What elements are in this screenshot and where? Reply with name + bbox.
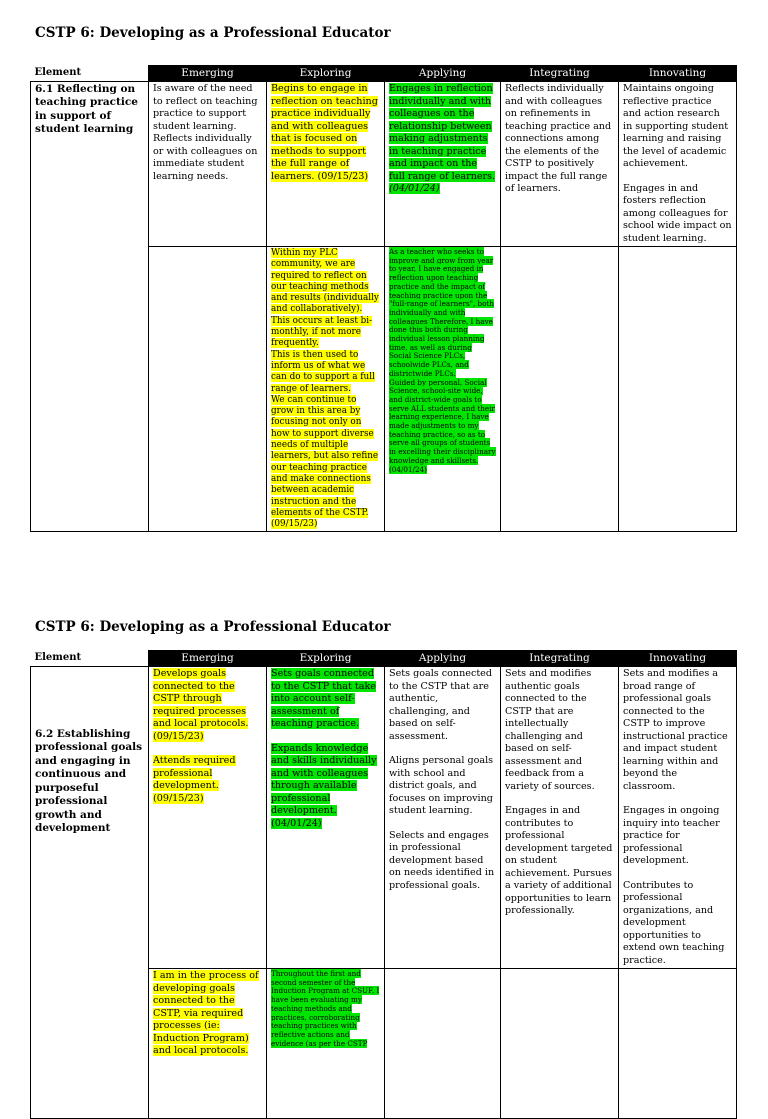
cstp-table-6-2 — [30, 650, 737, 1119]
cell-integrating: Sets and modifies authentic goals connected to the CSTP that are intellectually challenging and based on self-assessment and feedback from a variety of sources. Engages in and contributes to professional development targeted on student achievement. Pursues a variety of additional opportunities to learn professionally. — [501, 667, 619, 969]
descriptor-row — [31, 667, 737, 969]
header-emerging: Emerging — [149, 66, 267, 82]
page-title: CSTP 6: Developing as a Professional Educator — [35, 25, 391, 41]
cell-emerging: Is aware of the need to reflect on teaching practice to support student learning. Reflects individually or with colleagues on immediate student learning needs. — [149, 82, 267, 247]
cell-innovating: Maintains ongoing reflective practice and action research in supporting student learning and raising the level of academic achievement. Engages in and fosters reflection among colleagues for school wide impact on student learning. — [619, 82, 737, 247]
evidence-emerging: I am in the process of developing goals connected to the CSTP, via required processes (ie: Induction Program) and local protocols. — [149, 969, 267, 1119]
table-header-row — [31, 651, 737, 667]
cell-emerging: Develops goals connected to the CSTP through required processes and local protocols. (09/15/23) Attends required professional development. (09/15/23) — [149, 667, 267, 969]
evidence-innovating — [619, 969, 737, 1119]
header-applying: Applying — [385, 66, 501, 82]
header-integrating: Integrating — [501, 66, 619, 82]
evidence-applying: As a teacher who seeks to improve and grow from year to year, I have engaged in reflection upon teaching practice and the impact of teaching practice upon the "full-range of learners", both individually and with colleagues Therefore, I have done this both during individual lesson planning time, as well as during Social Science PLCs, schoolwide PLCs, and districtwide PLCs. Guided by personal, Social Science, school-site wide, and district-wide goals to serve ALL students and their learning experience, I have made adjustments to my teaching practice, so as to serve all groups of students in excelling their disciplinary knowledge and skillsets. (04/01/24) — [385, 247, 501, 532]
header-exploring: Exploring — [267, 651, 385, 667]
cell-applying: Sets goals connected to the CSTP that are authentic, challenging, and based on self-assessment. Aligns personal goals with school and district goals, and focuses on improving student learning. Selects and engages in professional development based on needs identified in professional goals. — [385, 667, 501, 969]
evidence-applying — [385, 969, 501, 1119]
element-label: 6.2 Establishing professional goals and engaging in continuous and purposeful professional growth and development — [31, 667, 149, 1119]
evidence-innovating — [619, 247, 737, 532]
header-applying: Applying — [385, 651, 501, 667]
header-innovating: Innovating — [619, 651, 737, 667]
descriptor-row — [31, 82, 737, 247]
cell-exploring: Begins to engage in reflection on teaching practice individually and with colleagues that is focused on methods to support the full range of learners. (09/15/23) — [267, 82, 385, 247]
evidence-exploring: Throughout the first and second semester of the Induction Program at CSUF, I have been evaluating my teaching methods and practices, corroborating teaching practices with reflective actions and evidence (as per the CSTP — [267, 969, 385, 1119]
evidence-exploring: Within my PLC community, we are required to reflect on our teaching methods and results (individually and collaboratively). This occurs at least bi-monthly, if not more frequently. This is then used to inform us of what we can do to support a full range of learners. We can continue to grow in this area by focusing not only on how to support diverse needs of multiple learners, but also refine our teaching practice and make connections between academic instruction and the elements of the CSTP. (09/15/23) — [267, 247, 385, 532]
header-innovating: Innovating — [619, 66, 737, 82]
cell-applying: Engages in reflection individually and with colleagues on the relationship between making adjustments in teaching practice and impact on the full range of learners. (04/01/24) — [385, 82, 501, 247]
evidence-emerging — [149, 247, 267, 532]
element-header: Element — [34, 651, 82, 663]
header-emerging: Emerging — [149, 651, 267, 667]
header-exploring: Exploring — [267, 66, 385, 82]
cstp-table-6-1 — [30, 65, 737, 532]
table-header-row — [31, 66, 737, 82]
cell-integrating: Reflects individually and with colleagues on refinements in teaching practice and connections among the elements of the CSTP to positively impact the full range of learners. — [501, 82, 619, 247]
element-label: 6.1 Reflecting on teaching practice in support of student learning — [31, 82, 149, 532]
element-header: Element — [34, 66, 82, 78]
evidence-integrating — [501, 969, 619, 1119]
cell-innovating: Sets and modifies a broad range of professional goals connected to the CSTP to improve instructional practice and impact student learning within and beyond the classroom. Engages in ongoing inquiry into teacher practice for professional development. Contributes to professional organizations, and development opportunities to extend own teaching practice. — [619, 667, 737, 969]
header-integrating: Integrating — [501, 651, 619, 667]
cell-exploring: Sets goals connected to the CSTP that take into account self-assessment of teaching practice. Expands knowledge and skills individually and with colleagues through available professional development. (04/01/24) — [267, 667, 385, 969]
evidence-integrating — [501, 247, 619, 532]
page-title-2: CSTP 6: Developing as a Professional Educator — [35, 619, 391, 635]
